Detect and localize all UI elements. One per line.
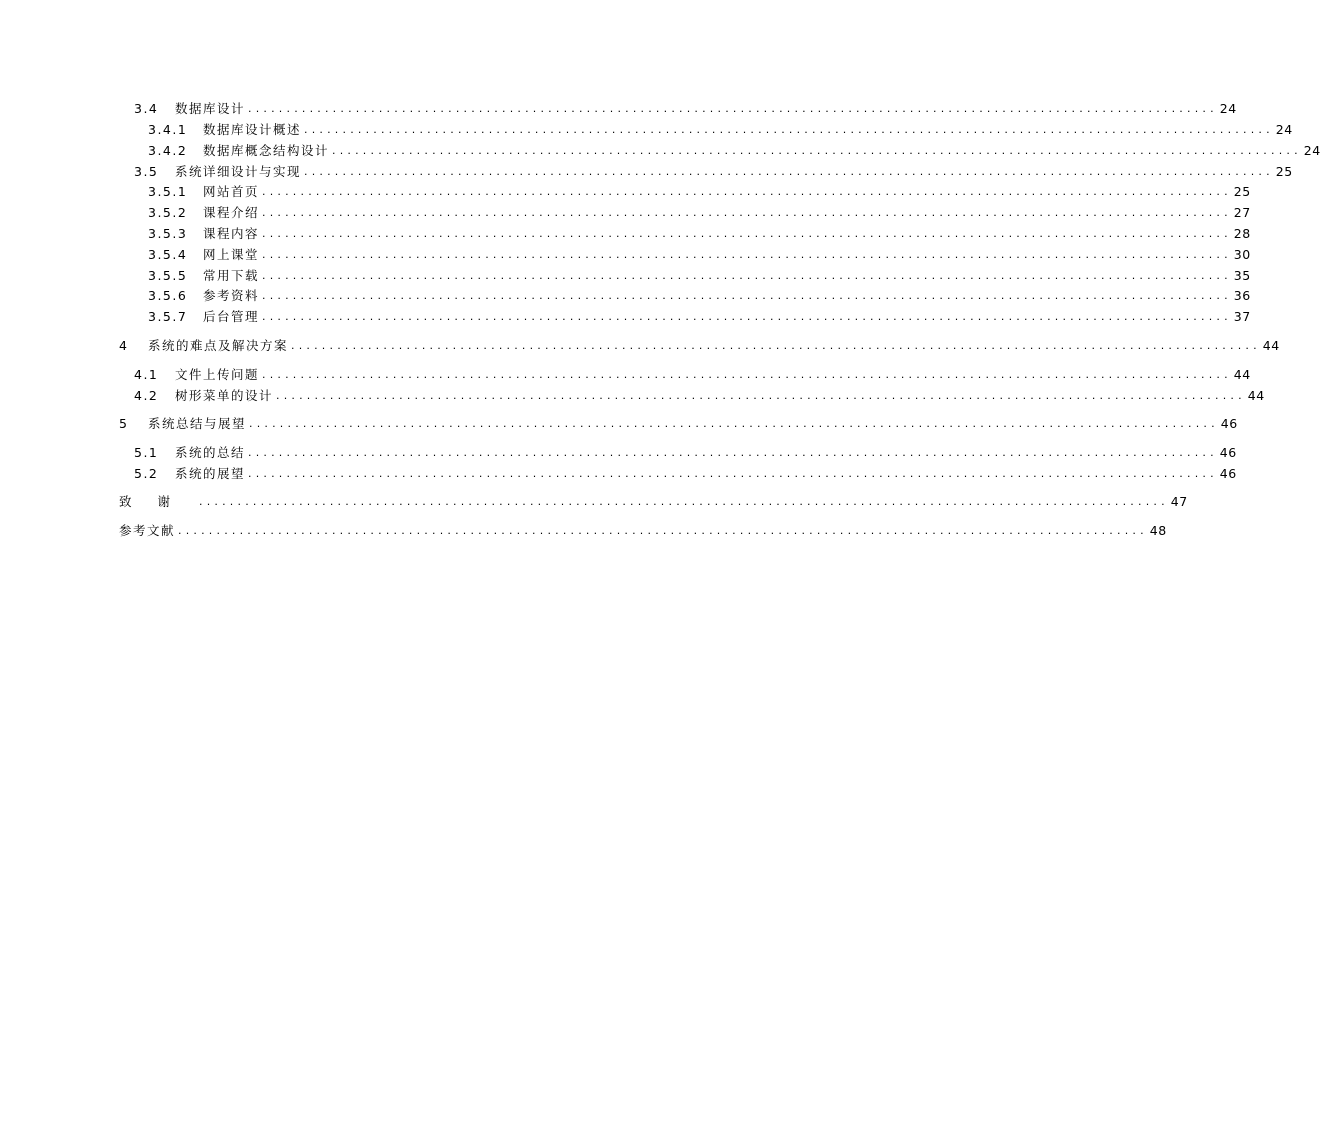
toc-entry-number: 3.5.5 (148, 268, 188, 283)
toc-entry-page: 27 (1233, 205, 1251, 220)
toc-entry-title: 参考资料 (203, 288, 260, 303)
toc-entry-title: 致谢 (119, 494, 197, 509)
toc-entry-3-5[interactable] (134, 161, 1293, 179)
toc-dot-leader: .............................................................................................................................. (262, 248, 1232, 261)
toc-entry-number: 3.5.2 (148, 205, 188, 220)
toc-entry-page: 47 (1170, 494, 1188, 509)
toc-dot-leader: .............................................................................................................................. (262, 269, 1232, 282)
toc-entry-page: 46 (1220, 416, 1238, 431)
toc-entry-number: 3.4 (134, 101, 159, 116)
toc-entry-4-1[interactable] (134, 364, 1251, 382)
toc-entry-references[interactable] (119, 520, 1167, 538)
toc-entry-title: 课程内容 (203, 226, 260, 241)
toc-entry-4-2[interactable] (134, 385, 1265, 403)
toc-entry-page: 24 (1219, 101, 1237, 116)
toc-entry-title: 数据库设计 (175, 101, 246, 116)
toc-entry-number: 4.1 (134, 367, 159, 382)
toc-entry-number: 3.5.6 (148, 288, 188, 303)
toc-entry-title: 网站首页 (203, 184, 260, 199)
toc-dot-leader: .............................................................................................................................. (248, 446, 1218, 459)
toc-entry-3-4-1[interactable] (148, 119, 1293, 137)
toc-dot-leader: .............................................................................................................................. (332, 144, 1302, 157)
toc-dot-leader: .............................................................................................................................. (304, 165, 1274, 178)
toc-entry-title: 系统总结与展望 (148, 416, 247, 431)
toc-entry-page: 25 (1275, 164, 1293, 179)
toc-dot-leader: .............................................................................................................................. (262, 289, 1232, 302)
toc-entry-number: 4.2 (134, 388, 159, 403)
toc-entry-number: 4 (119, 338, 129, 353)
toc-entry-title: 系统的总结 (175, 445, 246, 460)
toc-entry-page: 30 (1233, 247, 1251, 262)
toc-entry-title: 后台管理 (203, 309, 260, 324)
toc-entry-number: 3.4.2 (148, 143, 188, 158)
toc-entry-number: 5.2 (134, 466, 159, 481)
toc-entry-number: 3.5.3 (148, 226, 188, 241)
toc-entry-3-5-7[interactable] (148, 306, 1251, 324)
toc-entry-5[interactable] (119, 413, 1238, 431)
toc-dot-leader: .............................................................................................................................. (248, 102, 1218, 115)
toc-entry-number: 3.5.7 (148, 309, 188, 324)
toc-entry-page: 44 (1262, 338, 1280, 353)
toc-entry-page: 37 (1233, 309, 1251, 324)
toc-entry-title: 系统的展望 (175, 466, 246, 481)
toc-dot-leader: .............................................................................................................................. (262, 185, 1232, 198)
toc-entry-3-5-6[interactable] (148, 285, 1251, 303)
toc-entry-4[interactable] (119, 335, 1280, 353)
toc-entry-page: 44 (1247, 388, 1265, 403)
toc-entry-title: 树形菜单的设计 (175, 388, 274, 403)
toc-entry-title: 系统详细设计与实现 (175, 164, 302, 179)
toc-entry-3-5-5[interactable] (148, 265, 1251, 283)
toc-entry-title: 网上课堂 (203, 247, 260, 262)
toc-entry-page: 24 (1303, 143, 1321, 158)
toc-entry-page: 35 (1233, 268, 1251, 283)
toc-dot-leader: .............................................................................................................................. (262, 368, 1232, 381)
toc-dot-leader: .............................................................................................................................. (262, 310, 1232, 323)
toc-entry-5-1[interactable] (134, 442, 1237, 460)
toc-entry-page: 24 (1275, 122, 1293, 137)
toc-entry-number: 3.5.4 (148, 247, 188, 262)
toc-entry-5-2[interactable] (134, 463, 1237, 481)
toc-entry-3-4-2[interactable] (148, 140, 1321, 158)
toc-entry-title: 参考文献 (119, 523, 176, 538)
toc-entry-title: 常用下载 (203, 268, 260, 283)
toc-entry-number: 3.5 (134, 164, 159, 179)
toc-dot-leader: .............................................................................................................................. (262, 206, 1232, 219)
toc-entry-title: 系统的难点及解决方案 (148, 338, 289, 353)
toc-dot-leader: .............................................................................................................................. (304, 123, 1274, 136)
toc-entry-number: 3.5.1 (148, 184, 188, 199)
toc-entry-page: 36 (1233, 288, 1251, 303)
toc-dot-leader: .............................................................................................................................. (291, 339, 1261, 352)
toc-entry-page: 46 (1219, 466, 1237, 481)
toc-entry-3-5-4[interactable] (148, 244, 1251, 262)
toc-entry-number: 3.4.1 (148, 122, 188, 137)
toc-dot-leader: .............................................................................................................................. (249, 417, 1219, 430)
toc-entry-title: 课程介绍 (203, 205, 260, 220)
toc-entry-3-5-1[interactable] (148, 181, 1251, 199)
toc-entry-number: 5.1 (134, 445, 159, 460)
toc-entry-3-4[interactable] (134, 98, 1237, 116)
toc-dot-leader: .............................................................................................................................. (199, 495, 1169, 508)
toc-dot-leader: .............................................................................................................................. (178, 524, 1148, 537)
toc-entry-3-5-3[interactable] (148, 223, 1251, 241)
toc-entry-page: 25 (1233, 184, 1251, 199)
toc-dot-leader: .............................................................................................................................. (262, 227, 1232, 240)
toc-entry-3-5-2[interactable] (148, 202, 1251, 220)
toc-entry-page: 44 (1233, 367, 1251, 382)
toc-dot-leader: .............................................................................................................................. (248, 467, 1218, 480)
toc-entry-page: 28 (1233, 226, 1251, 241)
toc-entry-page: 46 (1219, 445, 1237, 460)
toc-entry-title: 数据库概念结构设计 (203, 143, 330, 158)
toc-entry-title: 数据库设计概述 (203, 122, 302, 137)
toc-entry-acknowledgements[interactable] (119, 491, 1188, 509)
toc-entry-number: 5 (119, 416, 129, 431)
toc-entry-title: 文件上传问题 (175, 367, 260, 382)
toc-dot-leader: .............................................................................................................................. (276, 389, 1246, 402)
toc-entry-page: 48 (1149, 523, 1167, 538)
